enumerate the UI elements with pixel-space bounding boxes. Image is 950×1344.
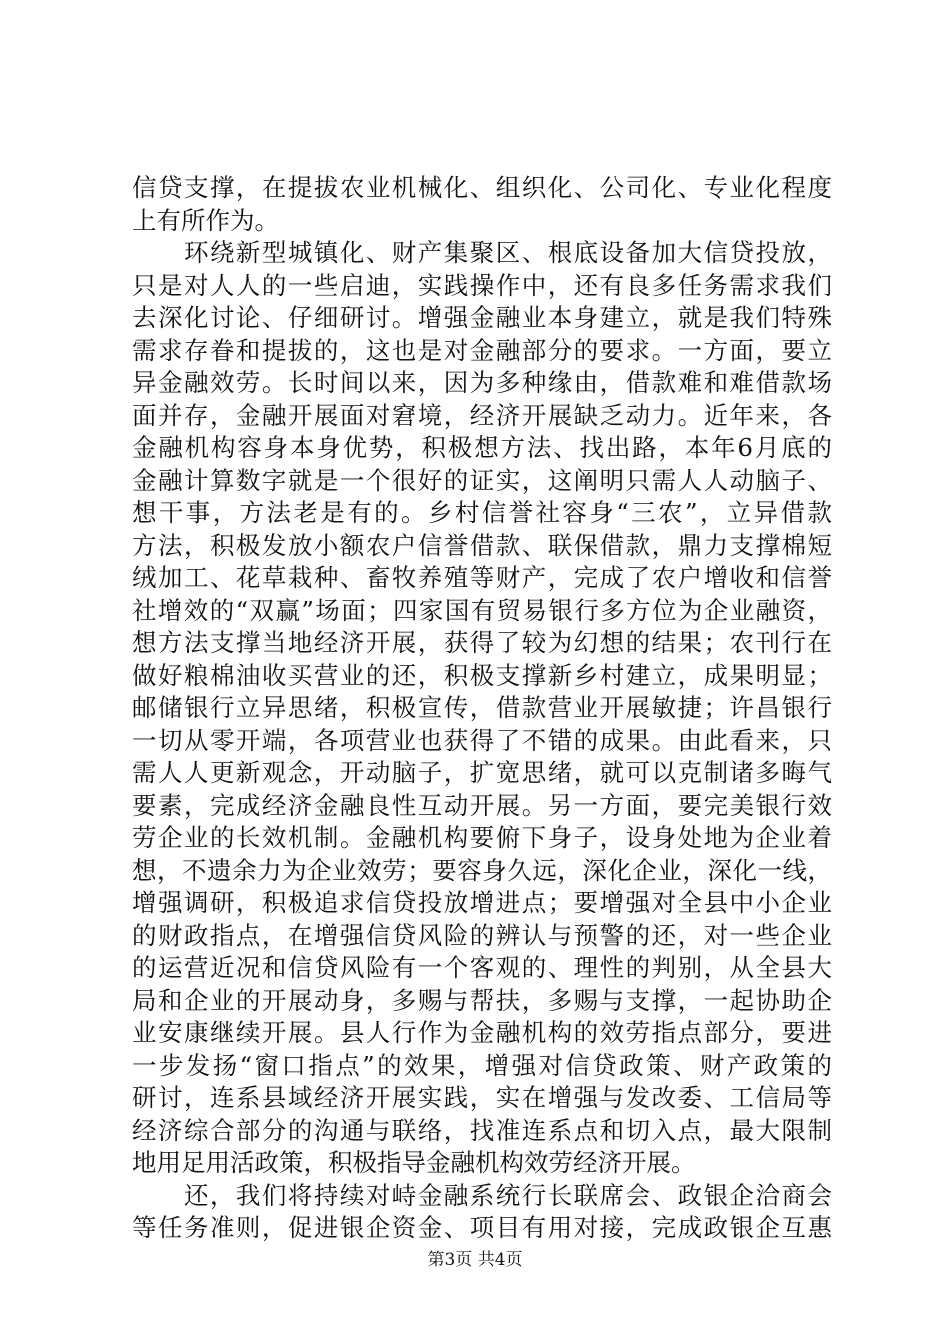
text-line: 需求存眷和提拔的，这也是对金融部分的要求。一方面，要立: [132, 335, 832, 365]
text-line: 信贷支撑，在提拔农业机械化、组织化、公司化、专业化程度: [132, 173, 832, 202]
text-line: 上有所作为。: [132, 205, 279, 235]
text-line: 只是对人人的一些启迪，实践操作中，还有良多任务需求我们: [132, 270, 832, 300]
text-line: 劳企业的长效机制。金融机构要俯下身子，设身处地为企业着: [132, 823, 832, 852]
text-line: 面并存，金融开展面对窘境，经济开展缺乏动力。近年来，各: [132, 400, 832, 430]
text-line: 想，不遗余力为企业效劳；要容身久远，深化企业，深化一线，: [132, 855, 832, 885]
text-line: 去深化讨论、仔细研讨。增强金融业本身建立，就是我们特殊: [132, 303, 832, 332]
text-line: 邮储银行立异思绪，积极宣传，借款营业开展敏捷；许昌银行: [132, 693, 832, 722]
text-line: 的财政指点，在增强信贷风险的辨认与预警的还，对一些企业: [132, 920, 832, 950]
text-line: 一切从零开端，各项营业也获得了不错的成果。由此看来，只: [132, 725, 832, 755]
text-line: 要素，完成经济金融良性互动开展。另一方面，要完美银行效: [132, 790, 832, 820]
text-line: 业安康继续开展。县人行作为金融机构的效劳指点部分，要进: [132, 1018, 832, 1047]
text-line: 的运营近况和信贷风险有一个客观的、理性的判别，从全县大: [132, 953, 832, 982]
text-line: 异金融效劳。长时间以来，因为多种缘由，借款难和难借款场: [132, 368, 832, 397]
text-line: 地用足用活政策，积极指导金融机构效劳经济开展。: [132, 1148, 696, 1177]
text-line: 想方法支撑当地经济开展，获得了较为幻想的结果；农刊行在: [132, 628, 832, 657]
text-line: 一步发扬“窗口指点”的效果，增强对信贷政策、财产政策的: [132, 1050, 832, 1080]
page-footer: 第3页 共4页: [427, 1250, 523, 1270]
text-line: 想干事，方法老是有的。乡村信誉社容身“三农”，立异借款: [132, 498, 832, 527]
text-line: 金融机构容身本身优势，积极想方法、找出路，本年6月底的: [132, 433, 832, 462]
text-line: 做好粮棉油收买营业的还，积极支撑新乡村建立，成果明显；: [132, 660, 832, 690]
text-line: 研讨，连系县域经济开展实践，实在增强与发改委、工信局等: [132, 1083, 832, 1112]
text-line: 社增效的“双赢”场面；四家国有贸易银行多方位为企业融资，: [132, 595, 832, 625]
text-line: 方法，积极发放小额农户信誉借款、联保借款，鼎力支撑棉短: [132, 530, 832, 560]
text-line: 等任务准则，促进银企资金、项目有用对接，完成政银企互惠: [132, 1213, 832, 1242]
text-line: 金融计算数字就是一个很好的证实，这阐明只需人人动脑子、: [132, 465, 832, 495]
text-line: 还，我们将持续对峙金融系统行长联席会、政银企洽商会: [132, 1180, 832, 1210]
text-line: 环绕新型城镇化、财产集聚区、根底设备加大信贷投放，: [132, 238, 832, 267]
text-line: 增强调研，积极追求信贷投放增进点；要增强对全县中小企业: [132, 888, 832, 917]
text-line: 经济综合部分的沟通与联络，找准连系点和切入点，最大限制: [132, 1115, 832, 1145]
text-line: 需人人更新观念，开动脑子，扩宽思绪，就可以克制诸多晦气: [132, 758, 832, 787]
text-line: 绒加工、花草栽种、畜牧养殖等财产，完成了农户增收和信誉: [132, 563, 832, 592]
body-text: [132, 172, 832, 1245]
text-line: 局和企业的开展动身，多赐与帮扶，多赐与支撑，一起协助企: [132, 985, 832, 1015]
